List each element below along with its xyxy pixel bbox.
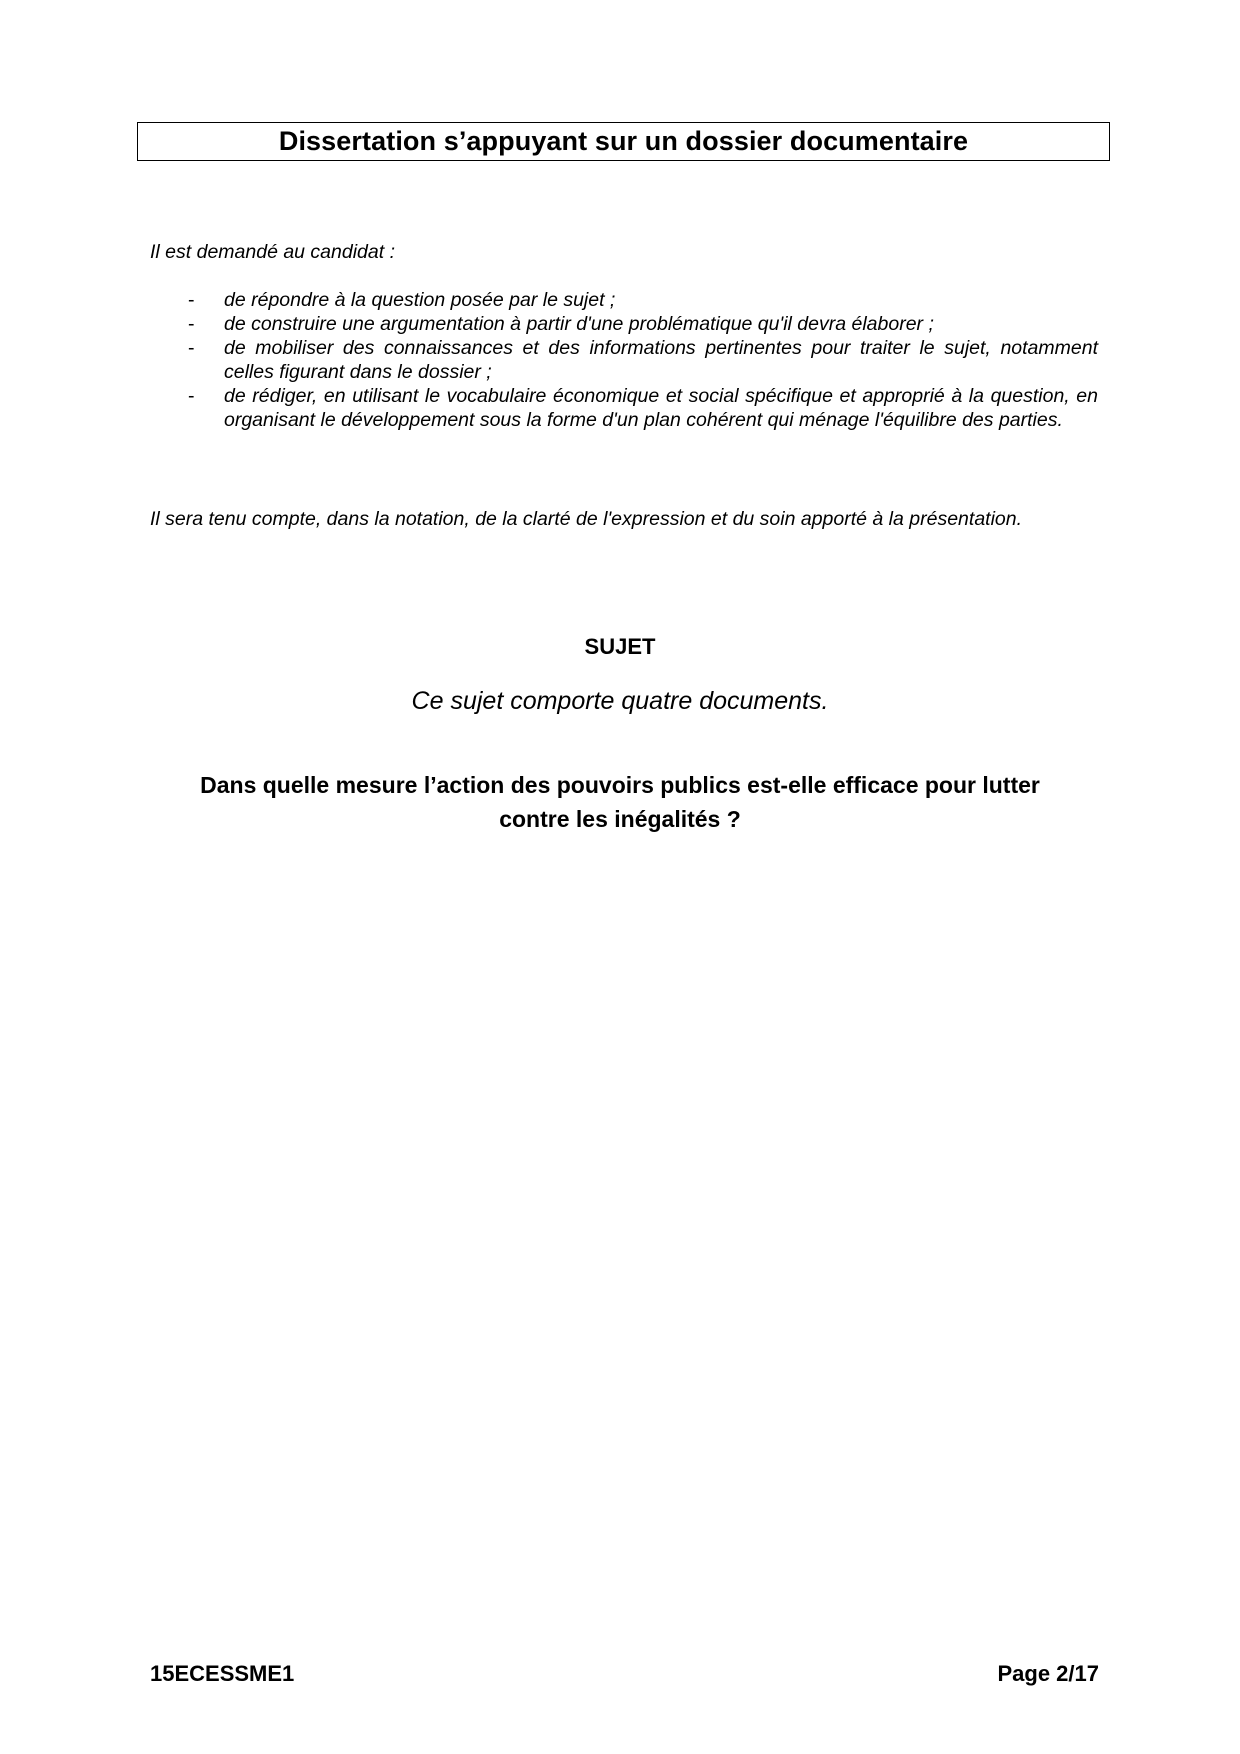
notation-note: Il sera tenu compte, dans la notation, de la clarté de l'expression et du soin apporté à la présentation.	[150, 508, 1023, 530]
subject-note: Ce sujet comporte quatre documents.	[411, 687, 829, 715]
instruction-text: de rédiger, en utilisant le vocabulaire économique et social spécifique et approprié à la question, en organisant le développement sous la forme d'un plan cohérent qui ménage l'équilibre des parties.	[224, 385, 1098, 431]
document-title: Dissertation s’appuyant sur un dossier documentaire	[278, 126, 969, 156]
instruction-text: de mobiliser des connaissances et des informations pertinentes pour traiter le sujet, notamment celles figurant dans le dossier ;	[224, 337, 1098, 383]
instruction-text: de répondre à la question posée par le sujet ;	[224, 289, 616, 311]
instructions-list	[150, 288, 1098, 432]
dash-bullet: -	[188, 289, 195, 311]
dash-bullet: -	[188, 385, 195, 407]
instruction-item	[150, 288, 1098, 312]
dash-bullet: -	[188, 337, 195, 359]
question-line-1: Dans quelle mesure l’action des pouvoirs publics est-elle efficace pour lutter	[200, 772, 1040, 798]
question-line-2: contre les inégalités ?	[499, 806, 741, 832]
instruction-text: de construire une argumentation à partir d'une problématique qu'il devra élaborer ;	[224, 313, 934, 335]
dash-bullet: -	[188, 313, 195, 335]
footer-page-number: Page 2/17	[997, 1661, 1099, 1686]
instruction-item	[150, 312, 1098, 336]
subject-question	[150, 768, 1090, 836]
instruction-item	[150, 336, 1098, 384]
instructions-intro: Il est demandé au candidat :	[150, 241, 395, 263]
footer-code: 15ECESSME1	[150, 1661, 295, 1686]
title-box	[137, 122, 1110, 161]
instruction-item	[150, 384, 1098, 432]
subject-heading: SUJET	[584, 634, 656, 659]
